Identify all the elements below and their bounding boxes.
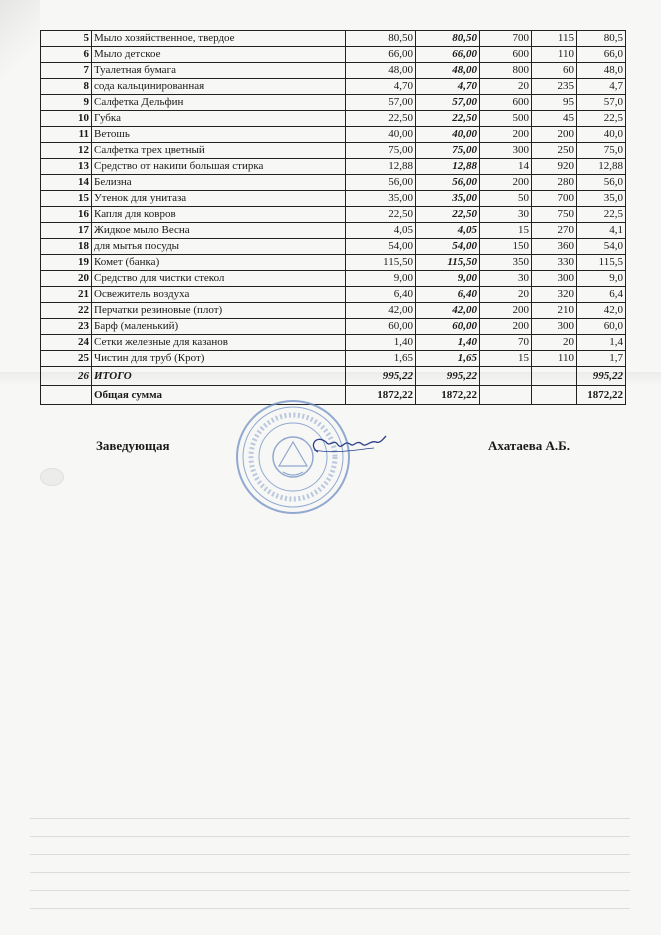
item-sum: 115,50 (416, 255, 480, 271)
items-table-body (41, 31, 626, 367)
row-number: 7 (41, 63, 92, 79)
item-total: 4,7 (577, 79, 626, 95)
grand-empty-2 (532, 386, 577, 405)
item-total: 48,0 (577, 63, 626, 79)
table-row (41, 47, 626, 63)
item-price: 115,50 (346, 255, 416, 271)
item-total: 115,5 (577, 255, 626, 271)
item-price: 54,00 (346, 239, 416, 255)
item-price: 4,70 (346, 79, 416, 95)
item-quantity: 600 (480, 47, 532, 63)
item-total: 60,0 (577, 319, 626, 335)
item-amount: 300 (532, 319, 577, 335)
item-price: 80,50 (346, 31, 416, 47)
item-name: Барф (маленький) (92, 319, 346, 335)
total-number: 26 (41, 367, 92, 386)
row-number: 21 (41, 287, 92, 303)
item-amount: 320 (532, 287, 577, 303)
item-quantity: 150 (480, 239, 532, 255)
item-quantity: 50 (480, 191, 532, 207)
table-row (41, 31, 626, 47)
total-row (41, 367, 626, 386)
grand-empty-1 (480, 386, 532, 405)
grand-total-last: 1872,22 (577, 386, 626, 405)
item-price: 22,50 (346, 111, 416, 127)
item-amount: 250 (532, 143, 577, 159)
item-total: 1,7 (577, 351, 626, 367)
item-name: Салфетка Дельфин (92, 95, 346, 111)
item-quantity: 15 (480, 223, 532, 239)
item-total: 22,5 (577, 207, 626, 223)
table-row (41, 63, 626, 79)
item-sum: 48,00 (416, 63, 480, 79)
item-price: 9,00 (346, 271, 416, 287)
row-number: 6 (41, 47, 92, 63)
total-sum: 995,22 (416, 367, 480, 386)
item-name: Чистин для труб (Крот) (92, 351, 346, 367)
item-name: Ветошь (92, 127, 346, 143)
item-quantity: 600 (480, 95, 532, 111)
grand-total-sum: 1872,22 (416, 386, 480, 405)
item-amount: 110 (532, 47, 577, 63)
item-name: Средство для чистки стекол (92, 271, 346, 287)
item-amount: 270 (532, 223, 577, 239)
row-number: 15 (41, 191, 92, 207)
total-empty-2 (532, 367, 577, 386)
item-amount: 235 (532, 79, 577, 95)
item-sum: 80,50 (416, 31, 480, 47)
item-quantity: 14 (480, 159, 532, 175)
row-number: 22 (41, 303, 92, 319)
row-number: 10 (41, 111, 92, 127)
table-row (41, 111, 626, 127)
punch-hole-mark (40, 468, 64, 486)
item-amount: 20 (532, 335, 577, 351)
item-quantity: 200 (480, 127, 532, 143)
item-amount: 300 (532, 271, 577, 287)
item-name: Туалетная бумага (92, 63, 346, 79)
table-row (41, 319, 626, 335)
item-name: Губка (92, 111, 346, 127)
table-row (41, 303, 626, 319)
item-quantity: 200 (480, 303, 532, 319)
item-amount: 45 (532, 111, 577, 127)
item-price: 56,00 (346, 175, 416, 191)
item-total: 66,0 (577, 47, 626, 63)
item-price: 22,50 (346, 207, 416, 223)
grand-total-price: 1872,22 (346, 386, 416, 405)
table-row (41, 223, 626, 239)
row-number: 23 (41, 319, 92, 335)
item-name: для мытья посуды (92, 239, 346, 255)
item-quantity: 300 (480, 143, 532, 159)
page-fold (0, 0, 40, 80)
item-quantity: 800 (480, 63, 532, 79)
item-total: 4,1 (577, 223, 626, 239)
item-total: 22,5 (577, 111, 626, 127)
grand-total-label: Общая сумма (92, 386, 346, 405)
row-number: 5 (41, 31, 92, 47)
row-number: 16 (41, 207, 92, 223)
item-sum: 60,00 (416, 319, 480, 335)
item-quantity: 30 (480, 207, 532, 223)
table-row (41, 127, 626, 143)
item-sum: 4,05 (416, 223, 480, 239)
item-quantity: 200 (480, 175, 532, 191)
item-sum: 54,00 (416, 239, 480, 255)
item-quantity: 200 (480, 319, 532, 335)
item-price: 12,88 (346, 159, 416, 175)
item-amount: 360 (532, 239, 577, 255)
table-row (41, 287, 626, 303)
row-number: 17 (41, 223, 92, 239)
item-sum: 66,00 (416, 47, 480, 63)
handwritten-signature-icon (304, 430, 388, 460)
item-amount: 750 (532, 207, 577, 223)
item-sum: 6,40 (416, 287, 480, 303)
row-number: 12 (41, 143, 92, 159)
table-row (41, 351, 626, 367)
item-amount: 60 (532, 63, 577, 79)
item-price: 66,00 (346, 47, 416, 63)
item-name: Жидкое мыло Весна (92, 223, 346, 239)
item-sum: 35,00 (416, 191, 480, 207)
item-price: 60,00 (346, 319, 416, 335)
item-sum: 1,40 (416, 335, 480, 351)
items-table (40, 30, 626, 405)
item-sum: 4,70 (416, 79, 480, 95)
total-price: 995,22 (346, 367, 416, 386)
item-price: 75,00 (346, 143, 416, 159)
item-total: 75,0 (577, 143, 626, 159)
item-name: Средство от накипи большая стирка (92, 159, 346, 175)
item-price: 6,40 (346, 287, 416, 303)
total-empty-1 (480, 367, 532, 386)
item-price: 35,00 (346, 191, 416, 207)
item-name: Мыло хозяйственное, твердое (92, 31, 346, 47)
item-total: 80,5 (577, 31, 626, 47)
item-amount: 280 (532, 175, 577, 191)
item-sum: 22,50 (416, 207, 480, 223)
item-name: Утенок для унитаза (92, 191, 346, 207)
item-sum: 40,00 (416, 127, 480, 143)
table-row (41, 175, 626, 191)
item-name: Сетки железные для казанов (92, 335, 346, 351)
table-row (41, 143, 626, 159)
item-total: 57,0 (577, 95, 626, 111)
item-quantity: 20 (480, 287, 532, 303)
row-number: 11 (41, 127, 92, 143)
item-name: Белизна (92, 175, 346, 191)
item-amount: 210 (532, 303, 577, 319)
row-number: 25 (41, 351, 92, 367)
item-amount: 330 (532, 255, 577, 271)
table-row (41, 159, 626, 175)
item-total: 42,0 (577, 303, 626, 319)
item-price: 42,00 (346, 303, 416, 319)
grand-number-empty (41, 386, 92, 405)
total-label: ИТОГО (92, 367, 346, 386)
item-price: 48,00 (346, 63, 416, 79)
item-price: 1,65 (346, 351, 416, 367)
row-number: 24 (41, 335, 92, 351)
row-number: 20 (41, 271, 92, 287)
row-number: 8 (41, 79, 92, 95)
item-amount: 110 (532, 351, 577, 367)
item-name: Капля для ковров (92, 207, 346, 223)
item-quantity: 70 (480, 335, 532, 351)
item-total: 40,0 (577, 127, 626, 143)
item-name: Перчатки резиновые (плот) (92, 303, 346, 319)
item-quantity: 350 (480, 255, 532, 271)
signatory-role: Заведующая (96, 438, 170, 453)
item-amount: 95 (532, 95, 577, 111)
row-number: 9 (41, 95, 92, 111)
item-name: Мыло детское (92, 47, 346, 63)
row-number: 14 (41, 175, 92, 191)
item-sum: 56,00 (416, 175, 480, 191)
row-number: 18 (41, 239, 92, 255)
item-quantity: 30 (480, 271, 532, 287)
item-name: Освежитель воздуха (92, 287, 346, 303)
signatory-name: Ахатаева А.Б. (488, 438, 570, 453)
item-sum: 22,50 (416, 111, 480, 127)
item-price: 40,00 (346, 127, 416, 143)
item-quantity: 700 (480, 31, 532, 47)
item-quantity: 20 (480, 79, 532, 95)
item-amount: 700 (532, 191, 577, 207)
item-sum: 1,65 (416, 351, 480, 367)
table-row (41, 95, 626, 111)
item-total: 12,88 (577, 159, 626, 175)
item-sum: 75,00 (416, 143, 480, 159)
table-row (41, 335, 626, 351)
item-total: 9,0 (577, 271, 626, 287)
table-row (41, 255, 626, 271)
item-quantity: 500 (480, 111, 532, 127)
item-name: Комет (банка) (92, 255, 346, 271)
table-row (41, 207, 626, 223)
item-amount: 920 (532, 159, 577, 175)
item-sum: 57,00 (416, 95, 480, 111)
item-price: 1,40 (346, 335, 416, 351)
item-total: 35,0 (577, 191, 626, 207)
item-name: Салфетка трех цветный (92, 143, 346, 159)
item-amount: 115 (532, 31, 577, 47)
row-number: 19 (41, 255, 92, 271)
total-last: 995,22 (577, 367, 626, 386)
table-row (41, 79, 626, 95)
row-number: 13 (41, 159, 92, 175)
item-total: 1,4 (577, 335, 626, 351)
table-row (41, 271, 626, 287)
item-price: 4,05 (346, 223, 416, 239)
item-price: 57,00 (346, 95, 416, 111)
item-total: 6,4 (577, 287, 626, 303)
item-amount: 200 (532, 127, 577, 143)
table-row (41, 191, 626, 207)
bleed-through-ghost-table (30, 818, 630, 930)
item-sum: 9,00 (416, 271, 480, 287)
item-sum: 12,88 (416, 159, 480, 175)
table-row (41, 239, 626, 255)
item-total: 56,0 (577, 175, 626, 191)
item-quantity: 15 (480, 351, 532, 367)
item-total: 54,0 (577, 239, 626, 255)
item-sum: 42,00 (416, 303, 480, 319)
item-name: сода кальцинированная (92, 79, 346, 95)
